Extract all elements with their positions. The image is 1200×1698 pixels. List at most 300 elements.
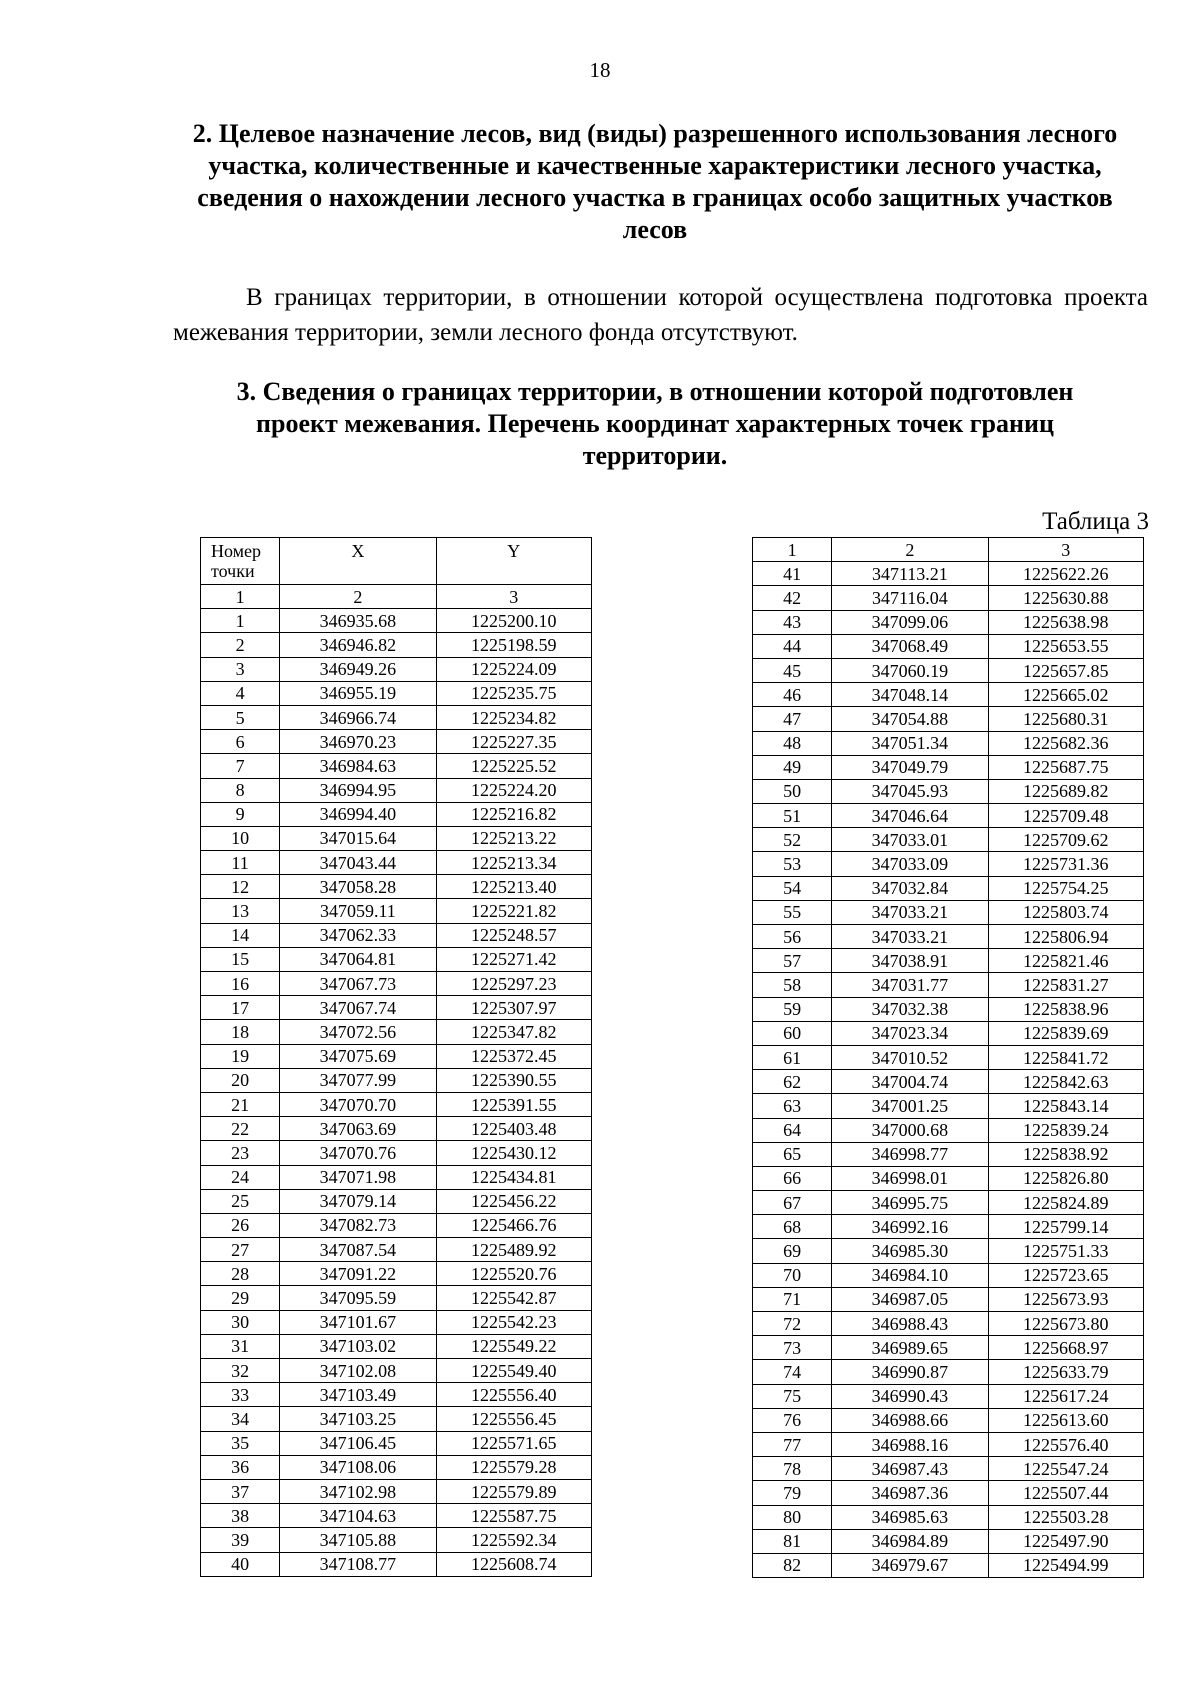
header-point-number: Номер точки xyxy=(201,538,280,585)
y-cell: 1225687.75 xyxy=(988,755,1143,779)
point-number-cell: 18 xyxy=(201,1020,280,1044)
point-number-cell: 30 xyxy=(201,1310,280,1334)
point-number-cell: 17 xyxy=(201,996,280,1020)
y-cell: 1225592.34 xyxy=(436,1528,591,1552)
table-row xyxy=(753,973,1144,997)
table-row xyxy=(753,1481,1144,1505)
x-cell: 347051.34 xyxy=(832,731,988,755)
point-number-cell: 35 xyxy=(201,1431,280,1455)
x-cell: 346989.65 xyxy=(832,1336,988,1360)
x-cell: 346979.67 xyxy=(832,1553,988,1577)
y-cell: 1225709.62 xyxy=(988,828,1143,852)
y-cell: 1225673.80 xyxy=(988,1312,1143,1336)
table-row xyxy=(201,802,592,826)
x-cell: 347000.68 xyxy=(832,1118,988,1142)
section-2-paragraph: В границах территории, в отношении которой осуществлена подготовка проекта межевания территории, земли лесного фонда отсутствуют. xyxy=(173,284,1148,346)
x-cell: 347045.93 xyxy=(832,779,988,803)
x-cell: 347108.77 xyxy=(280,1552,436,1576)
table-row xyxy=(753,1191,1144,1215)
y-cell: 1225839.69 xyxy=(988,1021,1143,1045)
point-number-cell: 75 xyxy=(753,1384,832,1408)
x-cell: 347091.22 xyxy=(280,1262,436,1286)
x-cell: 347004.74 xyxy=(832,1070,988,1094)
point-number-cell: 22 xyxy=(201,1117,280,1141)
x-cell: 346984.10 xyxy=(832,1263,988,1287)
y-cell: 1225806.94 xyxy=(988,925,1143,949)
y-cell: 1225271.42 xyxy=(436,947,591,971)
section-3-title: 3. Сведения о границах территории, в отношении которой подготовлен проект межевания. Перечень координат характерных точек границ территории. xyxy=(236,377,1074,470)
y-cell: 1225587.75 xyxy=(436,1504,591,1528)
table-row xyxy=(201,851,592,875)
table-row xyxy=(753,804,1144,828)
y-cell: 1225831.27 xyxy=(988,973,1143,997)
x-cell: 347070.76 xyxy=(280,1141,436,1165)
x-cell: 347099.06 xyxy=(832,610,988,634)
table-row xyxy=(201,1141,592,1165)
y-cell: 1225579.89 xyxy=(436,1479,591,1503)
x-cell: 347060.19 xyxy=(832,658,988,682)
x-cell: 347033.09 xyxy=(832,852,988,876)
table-row xyxy=(753,949,1144,973)
point-number-cell: 42 xyxy=(753,586,832,610)
y-cell: 1225216.82 xyxy=(436,802,591,826)
x-cell: 346946.82 xyxy=(280,633,436,657)
y-cell: 1225613.60 xyxy=(988,1408,1143,1432)
y-cell: 1225456.22 xyxy=(436,1189,591,1213)
y-cell: 1225680.31 xyxy=(988,707,1143,731)
y-cell: 1225390.55 xyxy=(436,1068,591,1092)
point-number-cell: 14 xyxy=(201,923,280,947)
x-cell: 346994.40 xyxy=(280,802,436,826)
table-row xyxy=(753,852,1144,876)
point-number-cell: 7 xyxy=(201,754,280,778)
x-cell: 346984.63 xyxy=(280,754,436,778)
y-cell: 1225200.10 xyxy=(436,609,591,633)
x-cell: 346995.75 xyxy=(832,1191,988,1215)
y-cell: 1225709.48 xyxy=(988,804,1143,828)
y-cell: 1225225.52 xyxy=(436,754,591,778)
table-row xyxy=(753,1094,1144,1118)
table-row xyxy=(201,730,592,754)
x-cell: 347103.25 xyxy=(280,1407,436,1431)
x-cell: 347015.64 xyxy=(280,826,436,850)
point-number-cell: 12 xyxy=(201,875,280,899)
point-number-cell: 57 xyxy=(753,949,832,973)
point-number-cell: 10 xyxy=(201,826,280,850)
table-row xyxy=(753,1408,1144,1432)
x-cell: 347068.49 xyxy=(832,634,988,658)
x-cell: 347105.88 xyxy=(280,1528,436,1552)
point-number-cell: 81 xyxy=(753,1529,832,1553)
x-cell: 347101.67 xyxy=(280,1310,436,1334)
x-cell: 346987.05 xyxy=(832,1287,988,1311)
y-cell: 1225838.92 xyxy=(988,1142,1143,1166)
table-row xyxy=(753,1312,1144,1336)
table-row xyxy=(753,1215,1144,1239)
x-cell: 347010.52 xyxy=(832,1045,988,1069)
table-row xyxy=(201,1407,592,1431)
x-cell: 346955.19 xyxy=(280,681,436,705)
point-number-cell: 53 xyxy=(753,852,832,876)
point-number-cell: 58 xyxy=(753,973,832,997)
y-cell: 1225297.23 xyxy=(436,972,591,996)
x-cell: 346966.74 xyxy=(280,705,436,729)
column-number-2: 2 xyxy=(832,538,988,562)
x-cell: 347072.56 xyxy=(280,1020,436,1044)
point-number-cell: 31 xyxy=(201,1334,280,1358)
table-row xyxy=(753,586,1144,610)
table-row xyxy=(753,1021,1144,1045)
x-cell: 347108.06 xyxy=(280,1455,436,1479)
y-cell: 1225608.74 xyxy=(436,1552,591,1576)
table-row xyxy=(753,658,1144,682)
x-cell: 346990.43 xyxy=(832,1384,988,1408)
point-number-cell: 9 xyxy=(201,802,280,826)
point-number-cell: 67 xyxy=(753,1191,832,1215)
y-cell: 1225434.81 xyxy=(436,1165,591,1189)
table-row xyxy=(201,947,592,971)
table-row xyxy=(753,731,1144,755)
point-number-cell: 82 xyxy=(753,1553,832,1577)
point-number-cell: 46 xyxy=(753,683,832,707)
x-cell: 347082.73 xyxy=(280,1213,436,1237)
table-column-numbers-row xyxy=(201,585,592,609)
point-number-cell: 37 xyxy=(201,1479,280,1503)
table-row xyxy=(201,1479,592,1503)
table-row xyxy=(201,633,592,657)
table-row xyxy=(201,1020,592,1044)
x-cell: 347038.91 xyxy=(832,949,988,973)
y-cell: 1225839.24 xyxy=(988,1118,1143,1142)
y-cell: 1225673.93 xyxy=(988,1287,1143,1311)
x-cell: 347033.21 xyxy=(832,925,988,949)
x-cell: 347032.38 xyxy=(832,997,988,1021)
y-cell: 1225497.90 xyxy=(988,1529,1143,1553)
table-row xyxy=(201,1189,592,1213)
point-number-cell: 73 xyxy=(753,1336,832,1360)
x-cell: 347103.02 xyxy=(280,1334,436,1358)
point-number-cell: 11 xyxy=(201,851,280,875)
point-number-cell: 63 xyxy=(753,1094,832,1118)
x-cell: 346985.63 xyxy=(832,1505,988,1529)
point-number-cell: 6 xyxy=(201,730,280,754)
table-row xyxy=(753,634,1144,658)
x-cell: 347095.59 xyxy=(280,1286,436,1310)
table-row xyxy=(753,1505,1144,1529)
point-number-cell: 76 xyxy=(753,1408,832,1432)
y-cell: 1225751.33 xyxy=(988,1239,1143,1263)
table-row xyxy=(201,875,592,899)
x-cell: 347032.84 xyxy=(832,876,988,900)
table-row xyxy=(201,1117,592,1141)
point-number-cell: 25 xyxy=(201,1189,280,1213)
x-cell: 347103.49 xyxy=(280,1383,436,1407)
x-cell: 347113.21 xyxy=(832,562,988,586)
table-row xyxy=(753,779,1144,803)
y-cell: 1225799.14 xyxy=(988,1215,1143,1239)
table-row xyxy=(753,1553,1144,1577)
table-row xyxy=(201,1359,592,1383)
x-cell: 347102.08 xyxy=(280,1359,436,1383)
table-row xyxy=(753,1336,1144,1360)
y-cell: 1225542.87 xyxy=(436,1286,591,1310)
y-cell: 1225838.96 xyxy=(988,997,1143,1021)
point-number-cell: 23 xyxy=(201,1141,280,1165)
point-number-cell: 71 xyxy=(753,1287,832,1311)
point-number-cell: 3 xyxy=(201,657,280,681)
column-number-3: 3 xyxy=(988,538,1143,562)
y-cell: 1225689.82 xyxy=(988,779,1143,803)
table-row xyxy=(753,1384,1144,1408)
x-cell: 347075.69 xyxy=(280,1044,436,1068)
table-row xyxy=(201,657,592,681)
y-cell: 1225403.48 xyxy=(436,1117,591,1141)
y-cell: 1225235.75 xyxy=(436,681,591,705)
point-number-cell: 32 xyxy=(201,1359,280,1383)
table-row xyxy=(753,1360,1144,1384)
y-cell: 1225731.36 xyxy=(988,852,1143,876)
y-cell: 1225824.89 xyxy=(988,1191,1143,1215)
x-cell: 347102.98 xyxy=(280,1479,436,1503)
y-cell: 1225213.34 xyxy=(436,851,591,875)
y-cell: 1225466.76 xyxy=(436,1213,591,1237)
table-row xyxy=(201,609,592,633)
y-cell: 1225579.28 xyxy=(436,1455,591,1479)
table-row xyxy=(201,923,592,947)
y-cell: 1225224.20 xyxy=(436,778,591,802)
point-number-cell: 20 xyxy=(201,1068,280,1092)
column-number-1: 1 xyxy=(753,538,832,562)
table-row xyxy=(753,562,1144,586)
table-row xyxy=(753,1529,1144,1553)
point-number-cell: 4 xyxy=(201,681,280,705)
x-cell: 347033.21 xyxy=(832,900,988,924)
point-number-cell: 80 xyxy=(753,1505,832,1529)
point-number-cell: 43 xyxy=(753,610,832,634)
table-row xyxy=(201,1310,592,1334)
table-row xyxy=(753,683,1144,707)
y-cell: 1225803.74 xyxy=(988,900,1143,924)
x-cell: 347087.54 xyxy=(280,1238,436,1262)
y-cell: 1225723.65 xyxy=(988,1263,1143,1287)
x-cell: 347071.98 xyxy=(280,1165,436,1189)
x-cell: 347067.74 xyxy=(280,996,436,1020)
y-cell: 1225617.24 xyxy=(988,1384,1143,1408)
x-cell: 346990.87 xyxy=(832,1360,988,1384)
point-number-cell: 28 xyxy=(201,1262,280,1286)
table-row xyxy=(201,754,592,778)
x-cell: 347059.11 xyxy=(280,899,436,923)
table-row xyxy=(201,1383,592,1407)
y-cell: 1225754.25 xyxy=(988,876,1143,900)
point-number-cell: 49 xyxy=(753,755,832,779)
x-cell: 347067.73 xyxy=(280,972,436,996)
table-row xyxy=(753,1142,1144,1166)
table-label: Таблица 3 xyxy=(1042,508,1149,535)
y-cell: 1225841.72 xyxy=(988,1045,1143,1069)
point-number-cell: 77 xyxy=(753,1432,832,1456)
point-number-cell: 13 xyxy=(201,899,280,923)
point-number-cell: 48 xyxy=(753,731,832,755)
point-number-cell: 33 xyxy=(201,1383,280,1407)
y-cell: 1225842.63 xyxy=(988,1070,1143,1094)
point-number-cell: 65 xyxy=(753,1142,832,1166)
x-cell: 346988.16 xyxy=(832,1432,988,1456)
table-row xyxy=(201,681,592,705)
x-cell: 347054.88 xyxy=(832,707,988,731)
table-row xyxy=(201,1213,592,1237)
y-cell: 1225227.35 xyxy=(436,730,591,754)
table-row xyxy=(753,1166,1144,1190)
point-number-cell: 40 xyxy=(201,1552,280,1576)
point-number-cell: 62 xyxy=(753,1070,832,1094)
point-number-cell: 16 xyxy=(201,972,280,996)
y-cell: 1225542.23 xyxy=(436,1310,591,1334)
x-cell: 347001.25 xyxy=(832,1094,988,1118)
point-number-cell: 60 xyxy=(753,1021,832,1045)
header-x: X xyxy=(280,538,436,585)
point-number-cell: 68 xyxy=(753,1215,832,1239)
table-row xyxy=(753,1457,1144,1481)
table-row xyxy=(753,1118,1144,1142)
section-2-title: 2. Целевое назначение лесов, вид (виды) разрешенного использования лесного участка, количественные и качественные характеристики лесного участка, сведения о нахождении лесного участка в границах особо защитных участков лесов xyxy=(192,119,1118,244)
y-cell: 1225520.76 xyxy=(436,1262,591,1286)
y-cell: 1225653.55 xyxy=(988,634,1143,658)
y-cell: 1225549.40 xyxy=(436,1359,591,1383)
y-cell: 1225826.80 xyxy=(988,1166,1143,1190)
y-cell: 1225221.82 xyxy=(436,899,591,923)
point-number-cell: 70 xyxy=(753,1263,832,1287)
x-cell: 347049.79 xyxy=(832,755,988,779)
y-cell: 1225489.92 xyxy=(436,1238,591,1262)
y-cell: 1225198.59 xyxy=(436,633,591,657)
point-number-cell: 52 xyxy=(753,828,832,852)
table-column-numbers-row xyxy=(753,538,1144,562)
x-cell: 347058.28 xyxy=(280,875,436,899)
y-cell: 1225556.45 xyxy=(436,1407,591,1431)
point-number-cell: 45 xyxy=(753,658,832,682)
y-cell: 1225430.12 xyxy=(436,1141,591,1165)
point-number-cell: 69 xyxy=(753,1239,832,1263)
point-number-cell: 41 xyxy=(753,562,832,586)
x-cell: 346998.77 xyxy=(832,1142,988,1166)
point-number-cell: 72 xyxy=(753,1312,832,1336)
table-row xyxy=(201,1044,592,1068)
page-number: 18 xyxy=(589,58,611,82)
x-cell: 347070.70 xyxy=(280,1092,436,1116)
point-number-cell: 8 xyxy=(201,778,280,802)
point-number-cell: 51 xyxy=(753,804,832,828)
table-row xyxy=(201,1092,592,1116)
table-row xyxy=(201,1262,592,1286)
x-cell: 346987.43 xyxy=(832,1457,988,1481)
x-cell: 347023.34 xyxy=(832,1021,988,1045)
y-cell: 1225507.44 xyxy=(988,1481,1143,1505)
point-number-cell: 78 xyxy=(753,1457,832,1481)
point-number-cell: 27 xyxy=(201,1238,280,1262)
point-number-cell: 29 xyxy=(201,1286,280,1310)
point-number-cell: 50 xyxy=(753,779,832,803)
y-cell: 1225372.45 xyxy=(436,1044,591,1068)
y-cell: 1225630.88 xyxy=(988,586,1143,610)
header-y: Y xyxy=(436,538,591,585)
y-cell: 1225843.14 xyxy=(988,1094,1143,1118)
point-number-cell: 5 xyxy=(201,705,280,729)
table-row xyxy=(753,610,1144,634)
point-number-cell: 39 xyxy=(201,1528,280,1552)
x-cell: 346988.66 xyxy=(832,1408,988,1432)
column-number-2: 2 xyxy=(280,585,436,609)
point-number-cell: 36 xyxy=(201,1455,280,1479)
table-row xyxy=(753,828,1144,852)
table-row xyxy=(201,1286,592,1310)
x-cell: 347043.44 xyxy=(280,851,436,875)
table-row xyxy=(201,996,592,1020)
x-cell: 346987.36 xyxy=(832,1481,988,1505)
x-cell: 347116.04 xyxy=(832,586,988,610)
table-row xyxy=(201,1504,592,1528)
table-header-row xyxy=(201,538,592,585)
x-cell: 346994.95 xyxy=(280,778,436,802)
table-row xyxy=(753,1287,1144,1311)
coordinates-table-left xyxy=(200,537,592,1577)
x-cell: 346992.16 xyxy=(832,1215,988,1239)
table-row xyxy=(753,925,1144,949)
table-row xyxy=(201,1455,592,1479)
x-cell: 347063.69 xyxy=(280,1117,436,1141)
point-number-cell: 59 xyxy=(753,997,832,1021)
y-cell: 1225549.22 xyxy=(436,1334,591,1358)
table-row xyxy=(753,1432,1144,1456)
x-cell: 347104.63 xyxy=(280,1504,436,1528)
point-number-cell: 34 xyxy=(201,1407,280,1431)
point-number-cell: 66 xyxy=(753,1166,832,1190)
table-row xyxy=(201,1528,592,1552)
point-number-cell: 38 xyxy=(201,1504,280,1528)
table-row xyxy=(753,876,1144,900)
column-number-3: 3 xyxy=(436,585,591,609)
table-row xyxy=(753,1239,1144,1263)
table-row xyxy=(201,899,592,923)
x-cell: 346985.30 xyxy=(832,1239,988,1263)
y-cell: 1225665.02 xyxy=(988,683,1143,707)
table-row xyxy=(753,1263,1144,1287)
point-number-cell: 79 xyxy=(753,1481,832,1505)
point-number-cell: 54 xyxy=(753,876,832,900)
x-cell: 346988.43 xyxy=(832,1312,988,1336)
coordinates-table-right xyxy=(752,537,1144,1578)
point-number-cell: 56 xyxy=(753,925,832,949)
x-cell: 347048.14 xyxy=(832,683,988,707)
y-cell: 1225547.24 xyxy=(988,1457,1143,1481)
y-cell: 1225391.55 xyxy=(436,1092,591,1116)
table-row xyxy=(201,1238,592,1262)
y-cell: 1225224.09 xyxy=(436,657,591,681)
point-number-cell: 44 xyxy=(753,634,832,658)
y-cell: 1225633.79 xyxy=(988,1360,1143,1384)
table-row xyxy=(201,826,592,850)
y-cell: 1225213.40 xyxy=(436,875,591,899)
x-cell: 346998.01 xyxy=(832,1166,988,1190)
table-row xyxy=(201,972,592,996)
y-cell: 1225503.28 xyxy=(988,1505,1143,1529)
point-number-cell: 64 xyxy=(753,1118,832,1142)
x-cell: 347079.14 xyxy=(280,1189,436,1213)
y-cell: 1225657.85 xyxy=(988,658,1143,682)
y-cell: 1225622.26 xyxy=(988,562,1143,586)
y-cell: 1225556.40 xyxy=(436,1383,591,1407)
table-row xyxy=(753,900,1144,924)
